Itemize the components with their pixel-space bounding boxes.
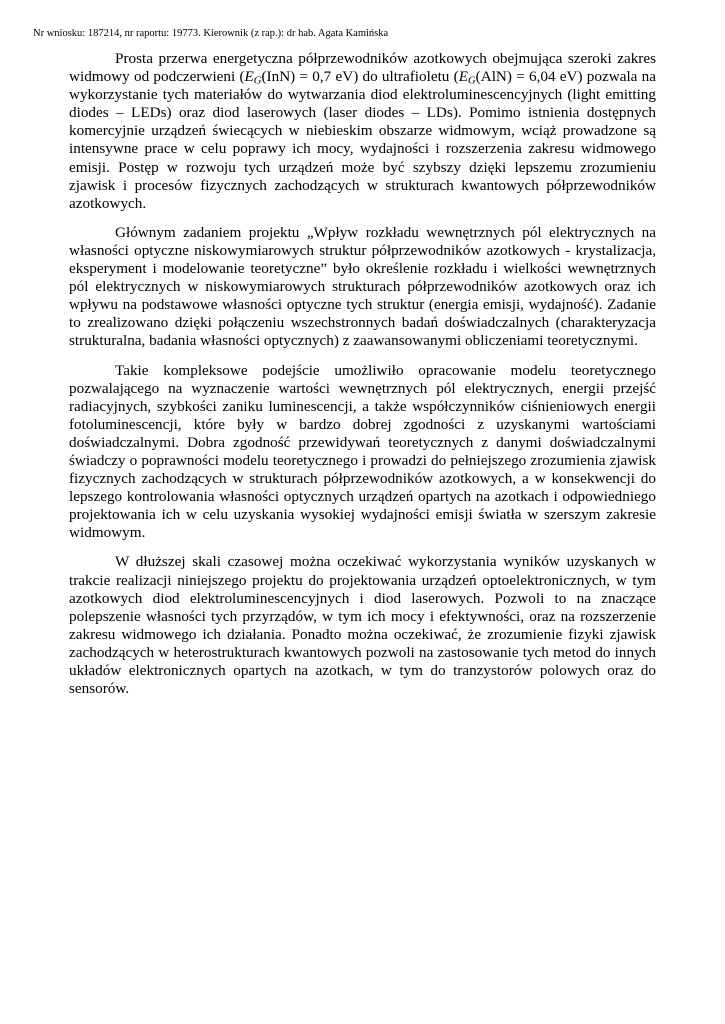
subscript-text: G <box>467 75 476 87</box>
italic-text: E <box>244 68 254 86</box>
body-paragraph <box>69 50 656 213</box>
italic-text: E <box>458 68 468 86</box>
paragraph-text: (AlN) = 6,04 eV) pozwala na wykorzystanie tych materiałów do wytwarzania diod elektroluminescencyjnych (light emitting diodes – LEDs) oraz diod laserowych (laser diodes – LDs). Pomimo istnienia dostępnych komercyjnie urządzeń świecących w niebieskim obszarze widmowym, wciąż prowadzone są intensywne prace w celu poprawy ich mocy, wydajności i rozszerzenia zakresu widmowego emisji. Postęp w rozwoju tych urządzeń może być szybszy dzięki lepszemu zrozumieniu zjawisk i procesów fizycznych zachodzących w strukturach kwantowych półprzewodników azotkowych. <box>69 68 656 212</box>
body-paragraph <box>69 362 656 543</box>
paragraph-text: Prosta przerwa energetyczna półprzewodników azotkowych obejmująca szeroki zakres widmowy od podczerwieni ( <box>69 50 656 86</box>
paragraph-text: Głównym zadaniem projektu „Wpływ rozkładu wewnętrznych pól elektrycznych na własności optyczne niskowymiarowych struktur półprzewodników azotkowych - krystalizacja, eksperyment i modelowanie teoretyczne” było określenie rozkładu i wielkości wewnętrznych pól elektrycznych w niskowymiarowych strukturach półprzewodników azotkowych oraz ich wpływu na podstawowe własności optyczne tych struktur (energia emisji, wydajność). Zadanie to zrealizowano dzięki połączeniu wszechstronnych badań doświadczalnych (charakteryzacja strukturalna, badania własności optycznych) z zaawansowanymi obliczeniami teoretycznymi. <box>69 223 656 350</box>
report-header: Nr wniosku: 187214, nr raportu: 19773. Kierownik (z rap.): dr hab. Agata Kamińska <box>33 28 389 39</box>
body-paragraph <box>69 224 656 351</box>
paragraph-text: W dłuższej skali czasowej można oczekiwać wykorzystania wyników uzyskanych w trakcie realizacji niniejszego projektu do projektowania urządzeń optoelektronicznych, w tym azotkowych diod elektroluminescencyjnych i diod laserowych. Pozwoli to na znaczące polepszenie własności tych przyrządów, w tym ich mocy i efektywności, oraz na rozszerzenie zakresu widmowego ich działania. Ponadto można oczekiwać, że zrozumienie fizyki zjawisk zachodzących w heterostrukturach kwantowych pozwoli na zastosowanie tych metod do innych układów elektronicznych opartych na azotkach, w tym do tranzystorów polowych oraz do sensorów. <box>69 553 656 698</box>
subscript-text: G <box>253 75 262 87</box>
report-body <box>69 50 656 709</box>
paragraph-text: (InN) = 0,7 eV) do ultrafioletu ( <box>261 68 459 86</box>
paragraph-text: Takie kompleksowe podejście umożliwiło opracowanie modelu teoretycznego pozwalającego na wyznaczenie wartości wewnętrznych pól elektrycznych, energii przejść radiacyjnych, szybkości zaniku luminescencji, a także współczynników ciśnieniowych energii fotoluminescencji, które były w bardzo dobrej zgodności z uzyskanymi wartościami doświadczalnymi. Dobra zgodność przewidywań teoretycznych z danymi doświadczalnymi świadczy o poprawności modelu teoretycznego i prowadzi do pełniejszego zrozumienia zjawisk fizycznych zachodzących w strukturach półprzewodników azotkowych, a w konsekwencji do lepszego kontrolowania własności optycznych urządzeń opartych na azotkach i odpowiedniego projektowania ich w celu uzyskania wysokiej wydajności emisji światła w szerszym zakresie widmowym. <box>69 361 656 542</box>
body-paragraph <box>69 553 656 698</box>
